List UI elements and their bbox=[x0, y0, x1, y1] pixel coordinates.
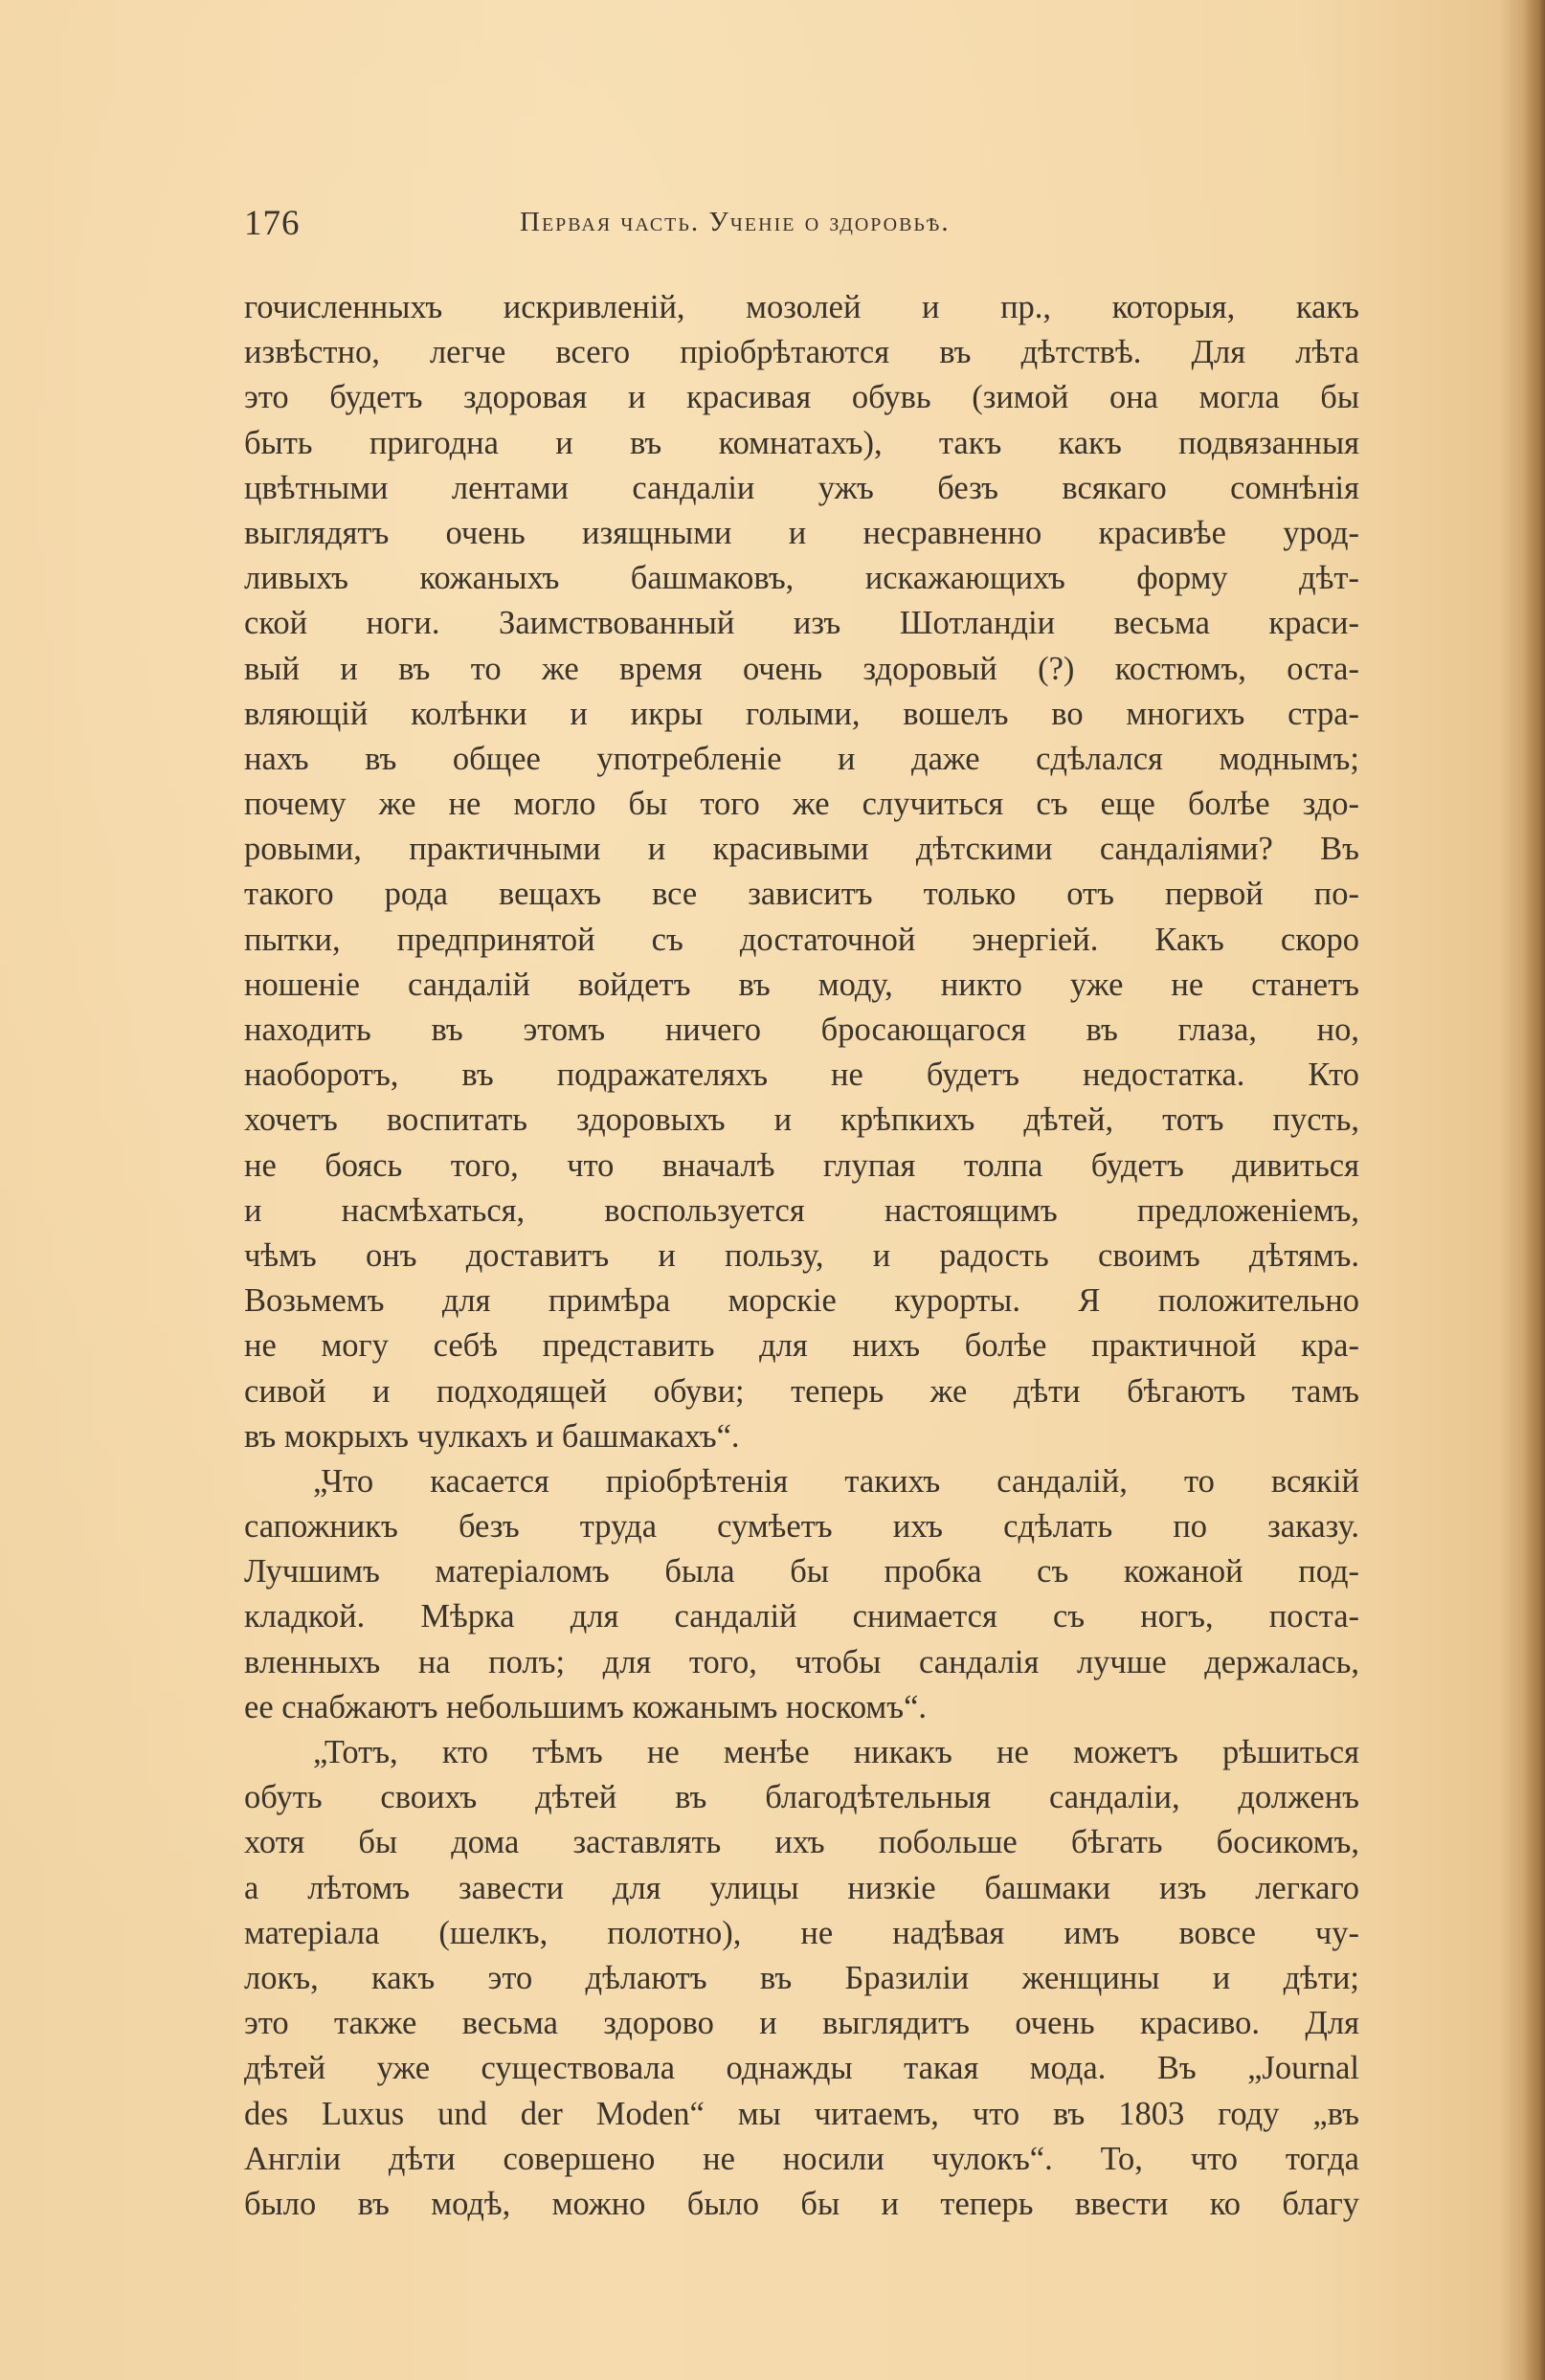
text-line: пытки, предпринятой съ достаточной энергіей. Какъ скоро bbox=[244, 921, 1359, 958]
page-edge-shadow bbox=[1524, 0, 1545, 2380]
text-line: въ мокрыхъ чулкахъ и башмакахъ“. bbox=[244, 1417, 740, 1455]
text-line: вый и въ то же время очень здоровый (?) костюмъ, оста- bbox=[244, 650, 1359, 687]
text-line: такого рода вещахъ все зависитъ только отъ первой по- bbox=[244, 876, 1359, 913]
text-line: было въ модѣ, можно было бы и теперь ввести ко благу bbox=[244, 2185, 1359, 2222]
text-line: почему же не могло бы того же случиться съ еще болѣе здо- bbox=[244, 786, 1359, 823]
page-header bbox=[244, 203, 1359, 251]
text-line: „Что касается пріобрѣтенія такихъ сандалій, то всякій bbox=[313, 1462, 1359, 1500]
text-line: Англіи дѣти совершено не носили чулокъ“. То, что тогда bbox=[244, 2140, 1359, 2177]
text-line: находить въ этомъ ничего бросающагося въ глаза, но, bbox=[244, 1012, 1359, 1048]
text-line: „Тотъ, кто тѣмъ не менѣе никакъ не можетъ рѣшиться bbox=[313, 1734, 1359, 1770]
text-line: чѣмъ онъ доставитъ и пользу, и радость своимъ дѣтямъ. bbox=[244, 1236, 1359, 1274]
text-line: хочетъ воспитать здоровыхъ и крѣпкихъ дѣтей, тотъ пусть, bbox=[244, 1101, 1359, 1139]
text-line: ской ноги. Заимствованный изъ Шотландіи весьма краси- bbox=[244, 605, 1359, 642]
text-line: матеріала (шелкъ, полотно), не надѣвая имъ вовсе чу- bbox=[244, 1914, 1359, 1951]
text-line: кладкой. Мѣрка для сандалій снимается съ ногъ, поста- bbox=[244, 1598, 1359, 1635]
body-text bbox=[244, 285, 1359, 2227]
text-line: вляющій колѣнки и икры голыми, вошелъ во многихъ стра- bbox=[244, 695, 1359, 732]
text-line: наоборотъ, въ подражателяхъ не будетъ недостатка. Кто bbox=[244, 1057, 1359, 1094]
text-line: и насмѣхаться, воспользуется настоящимъ предложеніемъ, bbox=[244, 1191, 1359, 1229]
text-line: это будетъ здоровая и красивая обувь (зимой она могла бы bbox=[244, 379, 1359, 416]
text-line: сапожникъ безъ труда сумѣетъ ихъ сдѣлать по заказу. bbox=[244, 1508, 1359, 1546]
text-line: обуть своихъ дѣтей въ благодѣтельныя сандаліи, долженъ bbox=[244, 1779, 1359, 1816]
text-line: извѣстно, легче всего пріобрѣтаются въ дѣтствѣ. Для лѣта bbox=[244, 334, 1359, 371]
text-line: Возьмемъ для примѣра морскіе курорты. Я положительно bbox=[244, 1282, 1359, 1320]
text-line: хотя бы дома заставлять ихъ побольше бѣгать босикомъ, bbox=[244, 1824, 1359, 1861]
text-line: нахъ въ общее употребленіе и даже сдѣлался моднымъ; bbox=[244, 740, 1359, 777]
text-line: цвѣтными лентами сандаліи ужъ безъ всякаго сомнѣнія bbox=[244, 469, 1359, 506]
text-line: быть пригодна и въ комнатахъ), такъ какъ подвязанныя bbox=[244, 424, 1359, 461]
text-line: ношеніе сандалій войдетъ въ моду, никто уже не станетъ bbox=[244, 966, 1359, 1003]
text-line: дѣтей уже существовала однажды такая мода. Въ „Journal bbox=[244, 2050, 1359, 2087]
text-line: гочисленныхъ искривленій, мозолей и пр., которыя, какъ bbox=[244, 289, 1359, 325]
text-line: ровыми, практичными и красивыми дѣтскими сандаліями? Въ bbox=[244, 831, 1359, 868]
text-line: des Luxus und der Moden“ мы читаемъ, что въ 1803 году „въ bbox=[244, 2095, 1359, 2132]
text-line: выглядятъ очень изящными и несравненно красивѣе урод- bbox=[244, 514, 1359, 551]
text-line: локъ, какъ это дѣлаютъ въ Бразиліи женщины и дѣти; bbox=[244, 1959, 1359, 1996]
text-line: это также весьма здорово и выглядитъ очень красиво. Для bbox=[244, 2005, 1359, 2042]
text-line: не боясь того, что вначалѣ глупая толпа будетъ дивиться bbox=[244, 1146, 1359, 1184]
text-line: Лучшимъ матеріаломъ была бы пробка съ кожаной под- bbox=[244, 1553, 1359, 1590]
text-line: ливыхъ кожаныхъ башмаковъ, искажающихъ форму дѣт- bbox=[244, 560, 1359, 597]
page-number: 176 bbox=[244, 204, 301, 243]
text-line: сивой и подходящей обуви; теперь же дѣти бѣгаютъ тамъ bbox=[244, 1372, 1359, 1410]
text-line: не могу себѣ представить для нихъ болѣе практичной кра- bbox=[244, 1327, 1359, 1365]
text-line: вленныхъ на полъ; для того, чтобы сандалія лучше держалась, bbox=[244, 1643, 1359, 1680]
text-line: а лѣтомъ завести для улицы низкіе башмаки изъ легкаго bbox=[244, 1869, 1359, 1906]
running-head: Первая часть. Ученіе о здоровьѣ. bbox=[520, 207, 951, 237]
text-line: ее снабжаютъ небольшимъ кожанымъ носкомъ“. bbox=[244, 1688, 928, 1725]
